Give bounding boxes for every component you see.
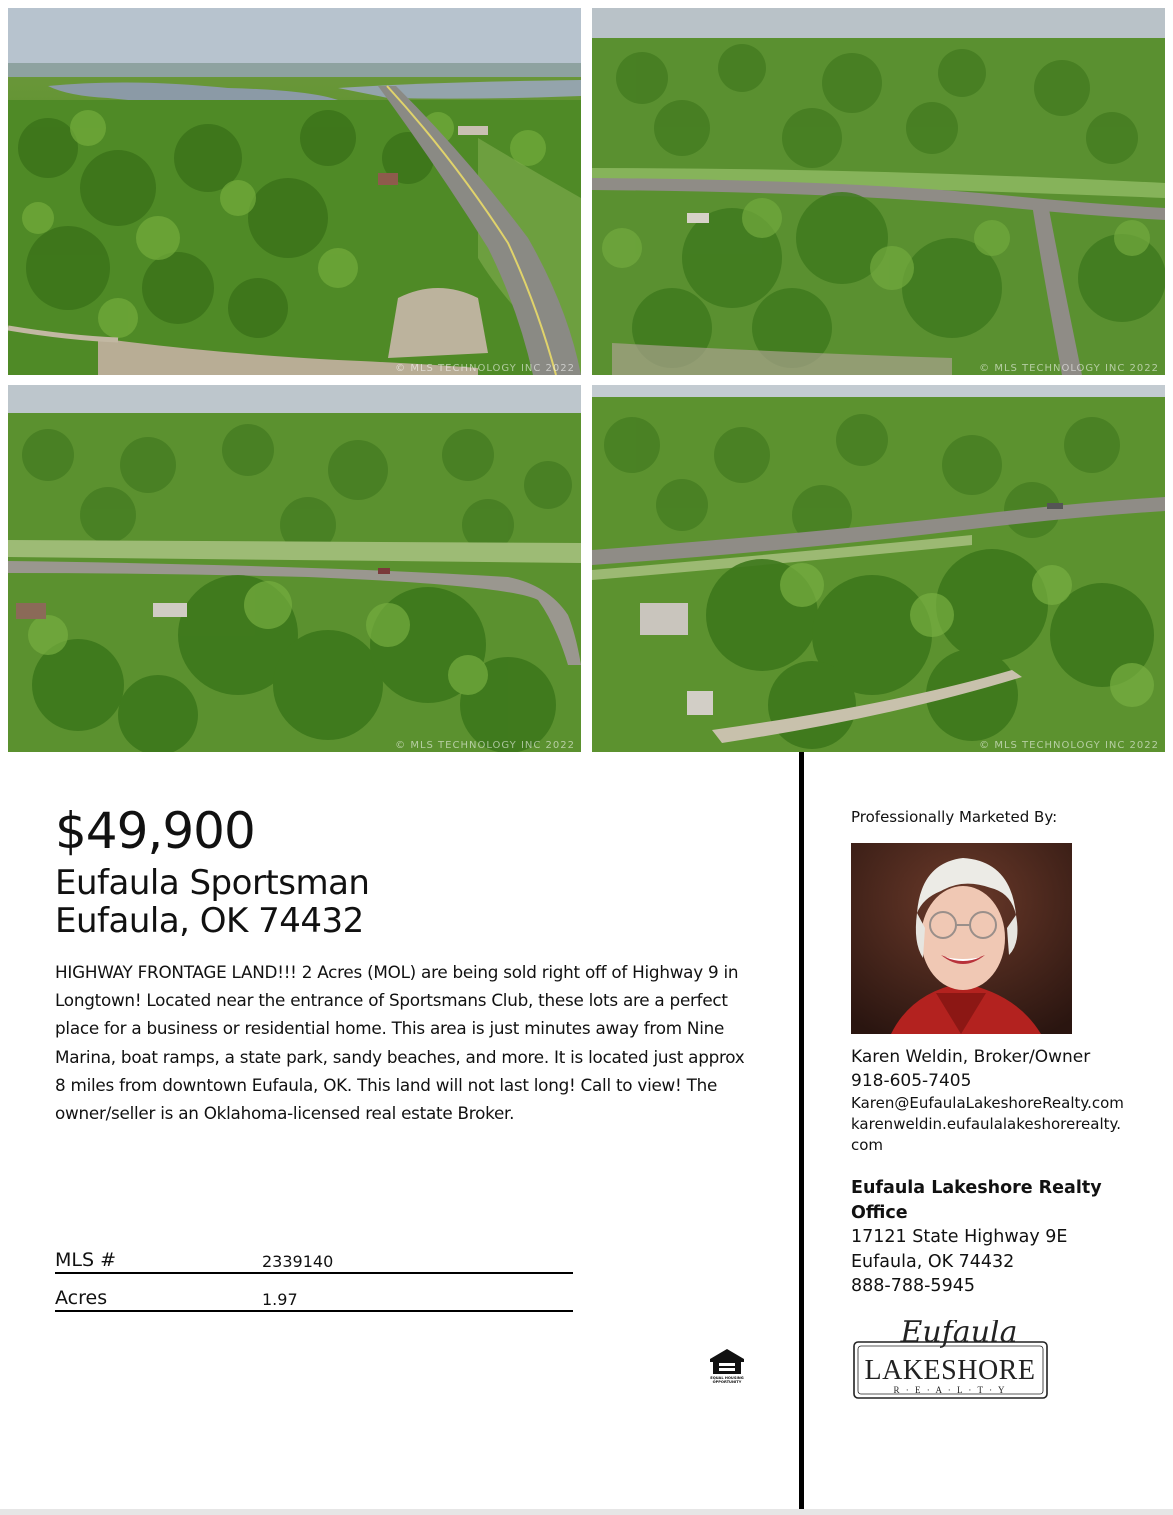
fact-row-mls (55, 1236, 573, 1274)
marketed-by-text: Professionally Marketed By: (851, 808, 1058, 826)
svg-text:EQUAL HOUSING: EQUAL HOUSING (710, 1376, 744, 1380)
agent-website[interactable] (851, 1114, 1151, 1156)
photo-watermark: © MLS TECHNOLOGY INC 2022 (979, 740, 1159, 751)
aerial-view-property-highway (592, 385, 1165, 752)
aerial-view-intersection (592, 8, 1165, 375)
listing-price: $49,900 (55, 802, 255, 860)
listing-city: Eufaula, OK 74432 (55, 901, 364, 941)
column-divider (799, 752, 804, 1509)
aerial-view-lake-highway (8, 8, 581, 375)
listing-description: HIGHWAY FRONTAGE LAND!!! 2 Acres (MOL) are being sold right off of Highway 9 in Longtown! Located near the entrance of Sportsmans Club, these lots are a perfect place for a business or residential home. This area is just minutes away from Nine Marina, boat ramps, a state park, sandy beaches, and more. It is located just approx 8 miles from downtown Eufaula, OK. This land will not last long! Call to view! The owner/seller is an Oklahoma-licensed real estate Broker. (55, 962, 745, 1124)
office-info (851, 1176, 1151, 1299)
logo-script-text: Eufaula (900, 1320, 1018, 1350)
agent-website-line1: karenweldin.eufaulalakeshorerealty. (851, 1115, 1122, 1133)
office-name: Eufaula Lakeshore Realty Office (851, 1178, 1102, 1223)
agent-portrait (851, 843, 1072, 1034)
agent-name: Karen Weldin, Broker/Owner (851, 1047, 1091, 1067)
photo-watermark: © MLS TECHNOLOGY INC 2022 (395, 363, 575, 374)
page-bottom-band (0, 1509, 1173, 1515)
aerial-view-highway-lots (8, 385, 581, 752)
svg-text:OPPORTUNITY: OPPORTUNITY (712, 1380, 742, 1384)
listing-photo-4[interactable] (592, 385, 1165, 752)
office-phone[interactable]: 888-788-5945 (851, 1276, 975, 1296)
agent-portrait-image (851, 843, 1072, 1034)
listing-facts-table (55, 1236, 573, 1312)
listing-photo-1[interactable] (8, 8, 581, 375)
agent-contact (851, 1045, 1151, 1156)
fact-value: 2339140 (262, 1252, 334, 1271)
logo-main-text: LAKESHORE (864, 1355, 1036, 1386)
agent-website-line2: com (851, 1136, 884, 1154)
fact-label: Acres (55, 1287, 108, 1309)
fact-value: 1.97 (262, 1290, 298, 1309)
agent-phone[interactable]: 918-605-7405 (851, 1071, 972, 1091)
brokerage-logo (851, 1320, 1051, 1402)
equal-housing-opportunity-icon (708, 1348, 746, 1384)
marketed-by-label (851, 808, 1151, 826)
agent-email[interactable]: Karen@EufaulaLakeshoreRealty.com (851, 1094, 1124, 1112)
listing-photo-3[interactable] (8, 385, 581, 752)
logo-sub-text: R · E · A · L · T · Y (893, 1385, 1007, 1395)
office-street: 17121 State Highway 9E (851, 1227, 1068, 1247)
photo-watermark: © MLS TECHNOLOGY INC 2022 (979, 363, 1159, 374)
photo-watermark: © MLS TECHNOLOGY INC 2022 (395, 740, 575, 751)
office-city: Eufaula, OK 74432 (851, 1251, 1015, 1272)
fact-label: MLS # (55, 1249, 116, 1271)
listing-title (55, 864, 369, 940)
listing-photo-2[interactable] (592, 8, 1165, 375)
fact-row-acres (55, 1274, 573, 1312)
listing-name: Eufaula Sportsman (55, 863, 370, 903)
